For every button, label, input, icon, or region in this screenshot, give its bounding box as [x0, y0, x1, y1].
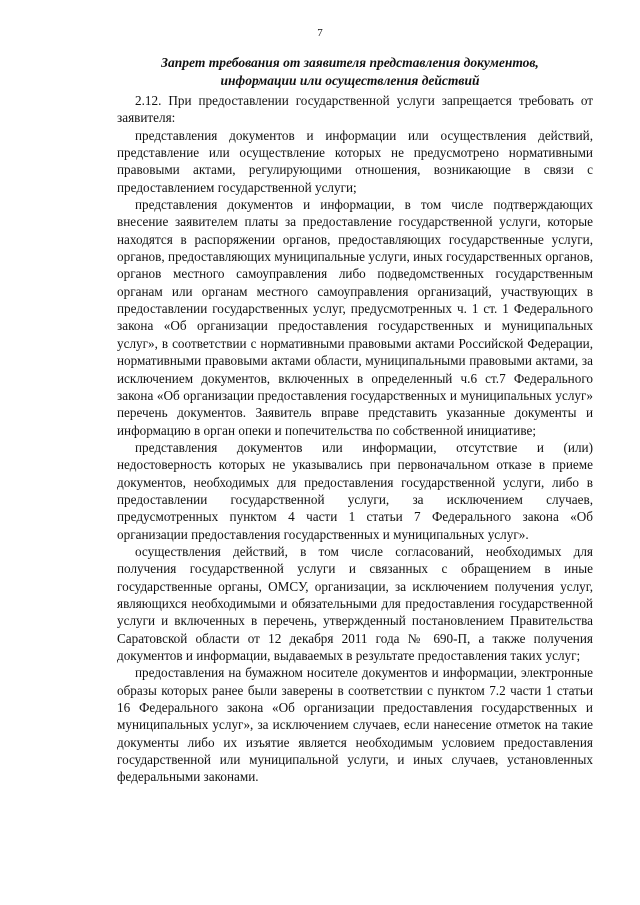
section-heading-line-1: Запрет требования от заявителя представления документов, [161, 55, 539, 70]
document-body [117, 92, 593, 786]
paragraph-item-1: представления документов и информации или осуществления действий, представление или осуществление которых не предусмотрено нормативными правовыми актами, регулирующими отношения, возникающие в связи с предоставлением государственной услуги; [117, 127, 593, 195]
paragraph-item-5: предоставления на бумажном носителе документов и информации, электронные образы которых ранее были заверены в соответствии с пунктом 7.2 части 1 статьи 16 Федерального закона «Об организации предоставления государственных и муниципальных услуг», за исключением случаев, если нанесение отметок на такие документы либо их изъятие является необходимым условием предоставления государственной или муниципальной услуги, и иных случаев, установленных федеральными законами. [117, 665, 593, 785]
paragraph-item-2: представления документов и информации, в том числе подтверждающих внесение заявителем платы за предоставление государственной услуги, которые находятся в распоряжении органов, предоставляющих государственные услуги, органов, предоставляющих муниципальные услуги, иных государственных органов, органов местного самоуправления либо подведомственных государственным органам или органам местного самоуправления организаций, участвующих в предоставлении государственных услуг, предусмотренных ч. 1 ст. 1 Федерального закона «Об организации предоставления государственных и муниципальных услуг», в соответствии с нормативными правовыми актами Российской Федерации, нормативными правовыми актами области, муниципальными правовыми актами, за исключением документов, включенных в определенный ч.6 ст.7 Федерального закона «Об организации предоставления государственных и муниципальных услуг» перечень документов. Заявитель вправе представить указанные документы и информацию в орган опеки и попечительства по собственной инициативе; [117, 197, 593, 438]
section-heading [120, 54, 580, 90]
paragraph-2-12: 2.12. При предоставлении государственной услуги запрещается требовать от заявителя: [117, 93, 593, 126]
section-heading-line-2: информации или осуществления действий [220, 73, 480, 88]
paragraph-item-3: представления документов или информации, отсутствие и (или) недостоверность которых не указывались при первоначальном отказе в приеме документов, необходимых для предоставления государственной услуги, либо в предоставлении государственной услуги, за исключением случаев, предусмотренных пунктом 4 части 1 статьи 7 Федерального закона «Об организации предоставления государственных и муниципальных услуг». [117, 439, 593, 542]
paragraph-item-4: осуществления действий, в том числе согласований, необходимых для получения государственной услуги и связанных с обращением в иные государственные органы, ОМСУ, организации, за исключением получения услуг, являющихся необходимыми и обязательными для предоставления государственной услуги и включенных в перечень, утвержденный постановлением Правительства Саратовской области от 12 декабря 2011 года № 690-П, а также получения документов и информации, выдаваемых в результате предоставления таких услуг; [117, 543, 593, 663]
page-number: 7 [317, 27, 323, 39]
